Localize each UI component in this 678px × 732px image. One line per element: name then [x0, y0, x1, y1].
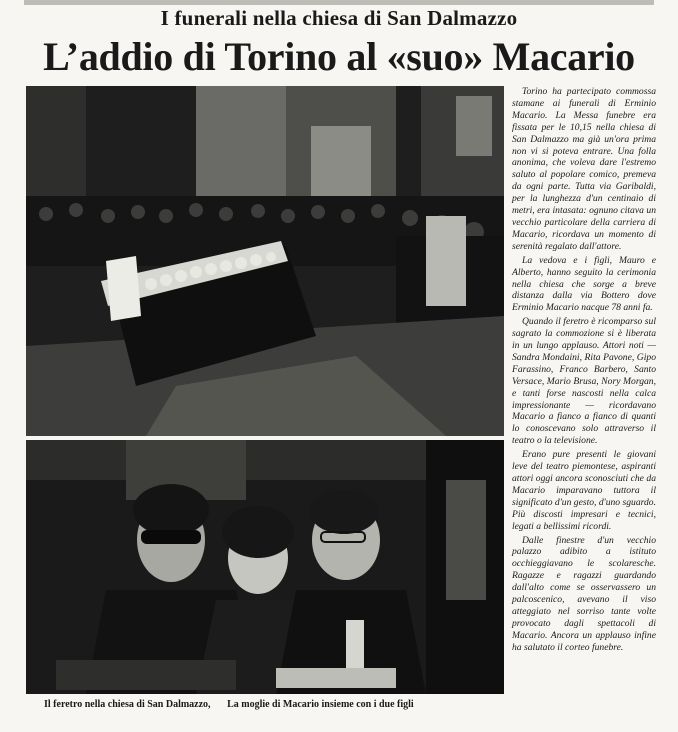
main-headline: L’addio di Torino al «suo» Macario [43, 34, 635, 79]
caption-right: La moglie di Macario insieme con i due figli [227, 699, 414, 710]
kicker-headline: I funerali nella chiesa di San Dalmazzo [160, 6, 518, 30]
top-rule [24, 0, 654, 5]
article-paragraph: Torino ha partecipato commossa stamane ai funerali di Erminio Macario. La Messa funebre era fissata per le 10,15 nella chiesa di San Dalmazzo ma già un'ora prima non vi si poteva entrare. Una folla anonima, che voleva dare l'estremo saluto al popolare comico, premeva da ogni parte. Tutta via Garibaldi, per la lunghezza d'un centinaio di metri, era intasata: ognuno citava un vecchio particolare della carriera di Macario, ricordava un momento di serenità regalato dall'attore. [512, 86, 656, 252]
photo-caption [44, 699, 514, 710]
article-body [512, 86, 656, 656]
article-paragraph: La vedova e i figli, Mauro e Alberto, hanno seguito la cerimonia nella chiesa che sorge a breve distanza dalla via Bottero dove Erminio Macario nacque 78 anni fa. [512, 254, 656, 314]
article-paragraph: Dalle finestre d'un vecchio palazzo adibito a istituto occhieggiavano le scolaresche. Ragazze e ragazzi guardando dall'alto come se osservassero un palcoscenico, avevano il viso atteggiato nel sorriso tante volte provocato dagli spettacoli di Macario. Ancora un applauso infine ha salutato il corteo funebre. [512, 534, 656, 653]
photo-coffin-in-church [26, 86, 504, 436]
caption-left: Il feretro nella chiesa di San Dalmazzo, [44, 699, 211, 710]
photo-widow-with-sons [26, 440, 504, 694]
article-paragraph: Erano pure presenti le giovani leve del teatro piemontese, aspiranti attori oggi ancora sconosciuti che da Macario imparavano tuttora il significato d'un gesto, d'uno sguardo. Più discosti impresari e tecnici, legati a bellissimi ricordi. [512, 449, 656, 532]
article-paragraph: Quando il feretro è ricomparso sul sagrato la commozione si è liberata in un lungo applauso. Attori noti — Sandra Mondaini, Rita Pavone, Gipo Farassino, Franco Barbero, Santo Versace, Mario Brusa, Nory Morgan, e tanti forse nascosti nella calca impressionante — ricordavano Macario a fianco a fianco di quanti lo conoscevano solo attraverso il teatro o la televisione. [512, 316, 656, 447]
